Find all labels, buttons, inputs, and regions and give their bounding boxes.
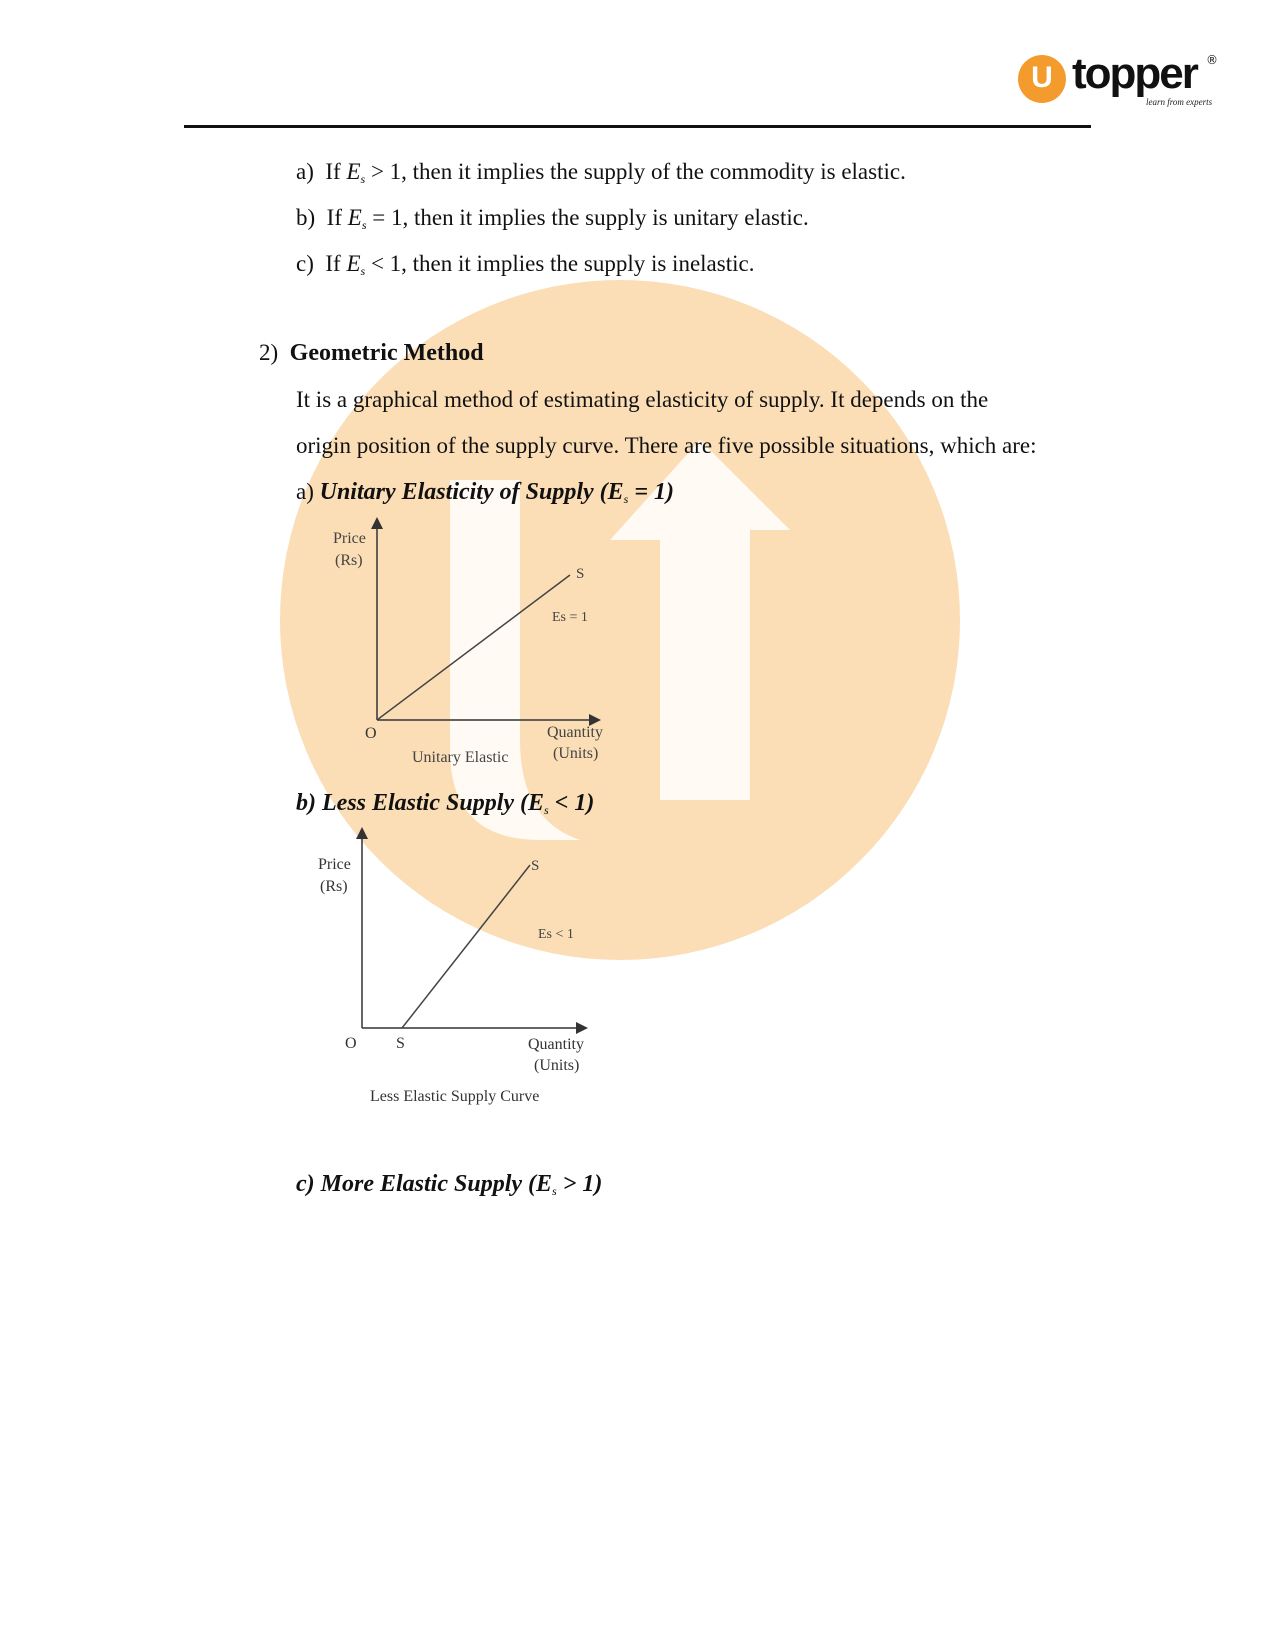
graph-a-price-unit: (Rs) bbox=[335, 552, 363, 569]
section-heading: 2) Geometric Method bbox=[259, 340, 484, 366]
graph-a-supply-curve bbox=[377, 575, 570, 720]
graph-a-qty-unit: (Units) bbox=[553, 745, 599, 762]
graph-b-price-label: Price bbox=[318, 856, 351, 873]
graph-b-curve-label-top: S bbox=[531, 858, 540, 874]
topper-logo-text: topper bbox=[1072, 49, 1197, 98]
graph-a-elasticity-label: Es = 1 bbox=[552, 610, 588, 625]
topper-logo bbox=[1018, 49, 1223, 115]
case-c-heading: c) More Elastic Supply $(E_s > 1)$ bbox=[296, 1171, 603, 1198]
graph-b-price-unit: (Rs) bbox=[320, 878, 348, 895]
condition-c: c) If $E_s < 1$, then it implies the supply is inelastic. bbox=[296, 251, 755, 278]
condition-a: a) If $E_s > 1$, then it implies the supply of the commodity is elastic. bbox=[296, 159, 906, 186]
graph-less-elastic bbox=[310, 825, 630, 1110]
graph-b-caption: Less Elastic Supply Curve bbox=[370, 1088, 540, 1105]
case-a-heading: a) Unitary Elasticity of Supply $(E_s = 1)$ bbox=[296, 479, 674, 506]
graph-unitary-elastic bbox=[320, 515, 640, 775]
condition-b: b) If $E_s = 1$, then it implies the supply is unitary elastic. bbox=[296, 205, 809, 232]
graph-a-qty-label: Quantity bbox=[547, 724, 603, 741]
section-paragraph-line2: origin position of the supply curve. There are five possible situations, which are: bbox=[296, 433, 1037, 458]
graph-b-qty-unit: (Units) bbox=[534, 1057, 580, 1074]
graph-a-price-label: Price bbox=[333, 530, 366, 547]
graph-b-curve-label-bottom: S bbox=[396, 1035, 405, 1052]
graph-b-origin-label: O bbox=[345, 1035, 357, 1052]
graph-a-caption: Unitary Elastic bbox=[412, 749, 509, 766]
graph-b-elasticity-label: Es < 1 bbox=[538, 927, 574, 942]
graph-b-qty-label: Quantity bbox=[528, 1036, 584, 1053]
topper-tagline: learn from experts bbox=[1146, 97, 1213, 107]
topper-logo-icon: U bbox=[1018, 55, 1066, 103]
section-paragraph-line1: It is a graphical method of estimating elasticity of supply. It depends on the bbox=[296, 387, 989, 412]
graph-b-supply-curve bbox=[402, 865, 530, 1028]
header-rule bbox=[184, 125, 1091, 128]
case-b-heading: b) Less Elastic Supply $(E_s < 1)$ bbox=[296, 790, 595, 817]
registered-mark: ® bbox=[1206, 53, 1218, 67]
graph-a-origin-label: O bbox=[365, 725, 377, 742]
graph-a-curve-label: S bbox=[576, 566, 585, 582]
